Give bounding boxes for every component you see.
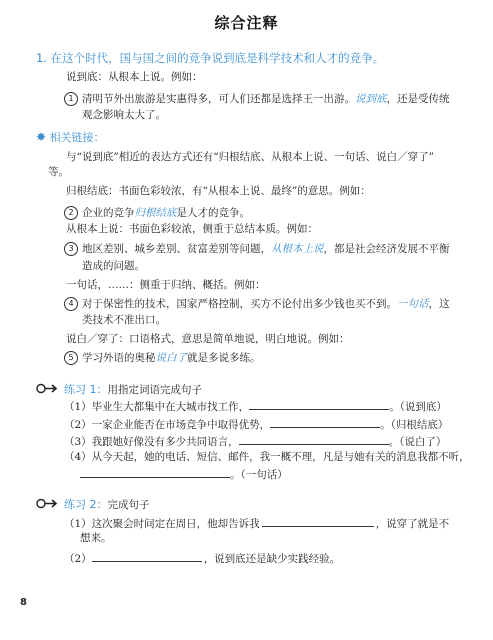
example-number: 4 — [64, 297, 78, 311]
highlight-phrase: 归根结底 — [134, 207, 177, 219]
practice-1-item-4: （4）从今天起，她的电话、短信、邮件，我一概不理，凡是与她有关的消息我都不听， — [64, 451, 470, 463]
item-text: （1）这次聚会时间定在周日，他却告诉我 — [64, 518, 260, 530]
item-text: （2）一家企业能否在市场竞争中取得优势， — [64, 419, 271, 431]
example-1-cont: 观念影响太大了。 — [82, 109, 166, 121]
example-2 — [64, 206, 250, 220]
practice-2-item-2 — [64, 550, 340, 566]
item-hint: 。（说到底） — [389, 401, 447, 413]
example-number: 5 — [64, 351, 78, 365]
gloss-guigen: 归根结底：书面色彩较浓，有“从根本上说、最终”的意思。例如： — [66, 185, 371, 197]
highlight-phrase: 说白了 — [155, 352, 187, 364]
highlight-phrase: 从根本上说 — [271, 243, 324, 255]
item-text: （2） — [64, 553, 92, 565]
page-number: 8 — [20, 597, 27, 608]
pencil-icon — [36, 498, 62, 509]
practice-1-item-2 — [64, 416, 448, 432]
item-text: （1）毕业生大都集中在大城市找工作， — [64, 401, 250, 413]
practice-2-instruction: 完成句子 — [107, 499, 150, 511]
practice-1-label: 练习 1： — [64, 383, 108, 396]
example-number: 3 — [64, 242, 78, 256]
practice-2-item-1-cont: 想来。 — [80, 532, 112, 544]
practice-1-header — [36, 378, 202, 397]
example-5 — [64, 351, 261, 365]
practice-1-instruction: 用指定词语完成句子 — [107, 384, 202, 396]
item-hint: 。（一句话） — [230, 469, 288, 481]
example-text: 对于保密性的技术，国家严格控制，买方不论付出多少钱也买不到。 — [82, 298, 397, 310]
example-number: 2 — [64, 206, 78, 220]
example-text: 地区差别、城乡差别、贫富差别等问题， — [82, 243, 271, 255]
item-text: ，说穿了就是不 — [375, 518, 450, 530]
answer-blank[interactable] — [80, 466, 230, 478]
practice-2-item-1 — [64, 515, 449, 531]
example-number: 1 — [64, 92, 78, 106]
answer-blank[interactable] — [262, 515, 374, 527]
practice-1-item-4-cont — [80, 466, 288, 482]
practice-1-item-3 — [64, 433, 446, 449]
item-text: （3）我跟她好像没有多少共同语言， — [64, 436, 239, 448]
answer-blank[interactable] — [239, 433, 389, 445]
definition-shuodaodi: 说到底：从根本上说。例如： — [66, 71, 203, 83]
example-text: ，还是受传统 — [386, 93, 450, 105]
gloss-yijuhua: 一句话，……：侧重于归纳、概括。例如： — [66, 279, 266, 291]
practice-1-item-1 — [64, 398, 447, 414]
example-4 — [64, 297, 450, 311]
practice-2-label: 练习 2： — [64, 498, 108, 511]
related-links-label: 相关链接： — [49, 131, 105, 144]
example-3-cont: 造成的问题。 — [82, 260, 145, 272]
answer-blank[interactable] — [249, 398, 389, 410]
practice-2-header — [36, 493, 150, 512]
example-3 — [64, 242, 450, 256]
pencil-icon — [36, 383, 62, 394]
example-4-cont: 类技术不准出口。 — [82, 314, 166, 326]
gloss-shuobai: 说白／穿了：口语格式，意思是简单地说，明白地说。例如： — [66, 333, 350, 345]
example-text: 学习外语的奥秘 — [82, 352, 156, 364]
example-text: 是人才的竞争。 — [176, 207, 250, 219]
item-hint: 。（说白了） — [388, 436, 447, 448]
example-text: ，这 — [428, 298, 450, 310]
example-text: 企业的竞争 — [82, 207, 135, 219]
item-hint: 。（归根结底） — [380, 419, 449, 431]
example-text: 就是多说多练。 — [187, 352, 261, 364]
gloss-congben: 从根本上说：书面色彩较浓，侧重于总结本质。例如： — [66, 223, 318, 235]
item-text: ，说到底还是缺少实践经验。 — [203, 553, 341, 565]
example-text: ，都是社会经济发展不平衡 — [323, 243, 450, 255]
example-text: 清明节外出旅游是实惠得多，可人们还都是选择王一出游。 — [82, 93, 355, 105]
related-para-line2: 等。 — [48, 166, 69, 178]
item-1-heading: 1. 在这个时代，国与国之间的竞争说到底是科学技术和人才的竞争。 — [36, 51, 385, 65]
star-icon: ✸ — [36, 130, 47, 144]
answer-blank[interactable] — [270, 416, 380, 428]
page-title: 综合注释 — [214, 14, 279, 32]
highlight-phrase: 说到底 — [355, 93, 387, 105]
related-para-line1: 与“说到底”相近的表达方式还有“归根结底、从根本上说、一句话、说白／穿了” — [66, 151, 434, 163]
highlight-phrase: 一句话 — [397, 298, 429, 310]
example-1 — [64, 92, 450, 106]
related-links — [36, 129, 105, 145]
answer-blank[interactable] — [92, 550, 202, 562]
